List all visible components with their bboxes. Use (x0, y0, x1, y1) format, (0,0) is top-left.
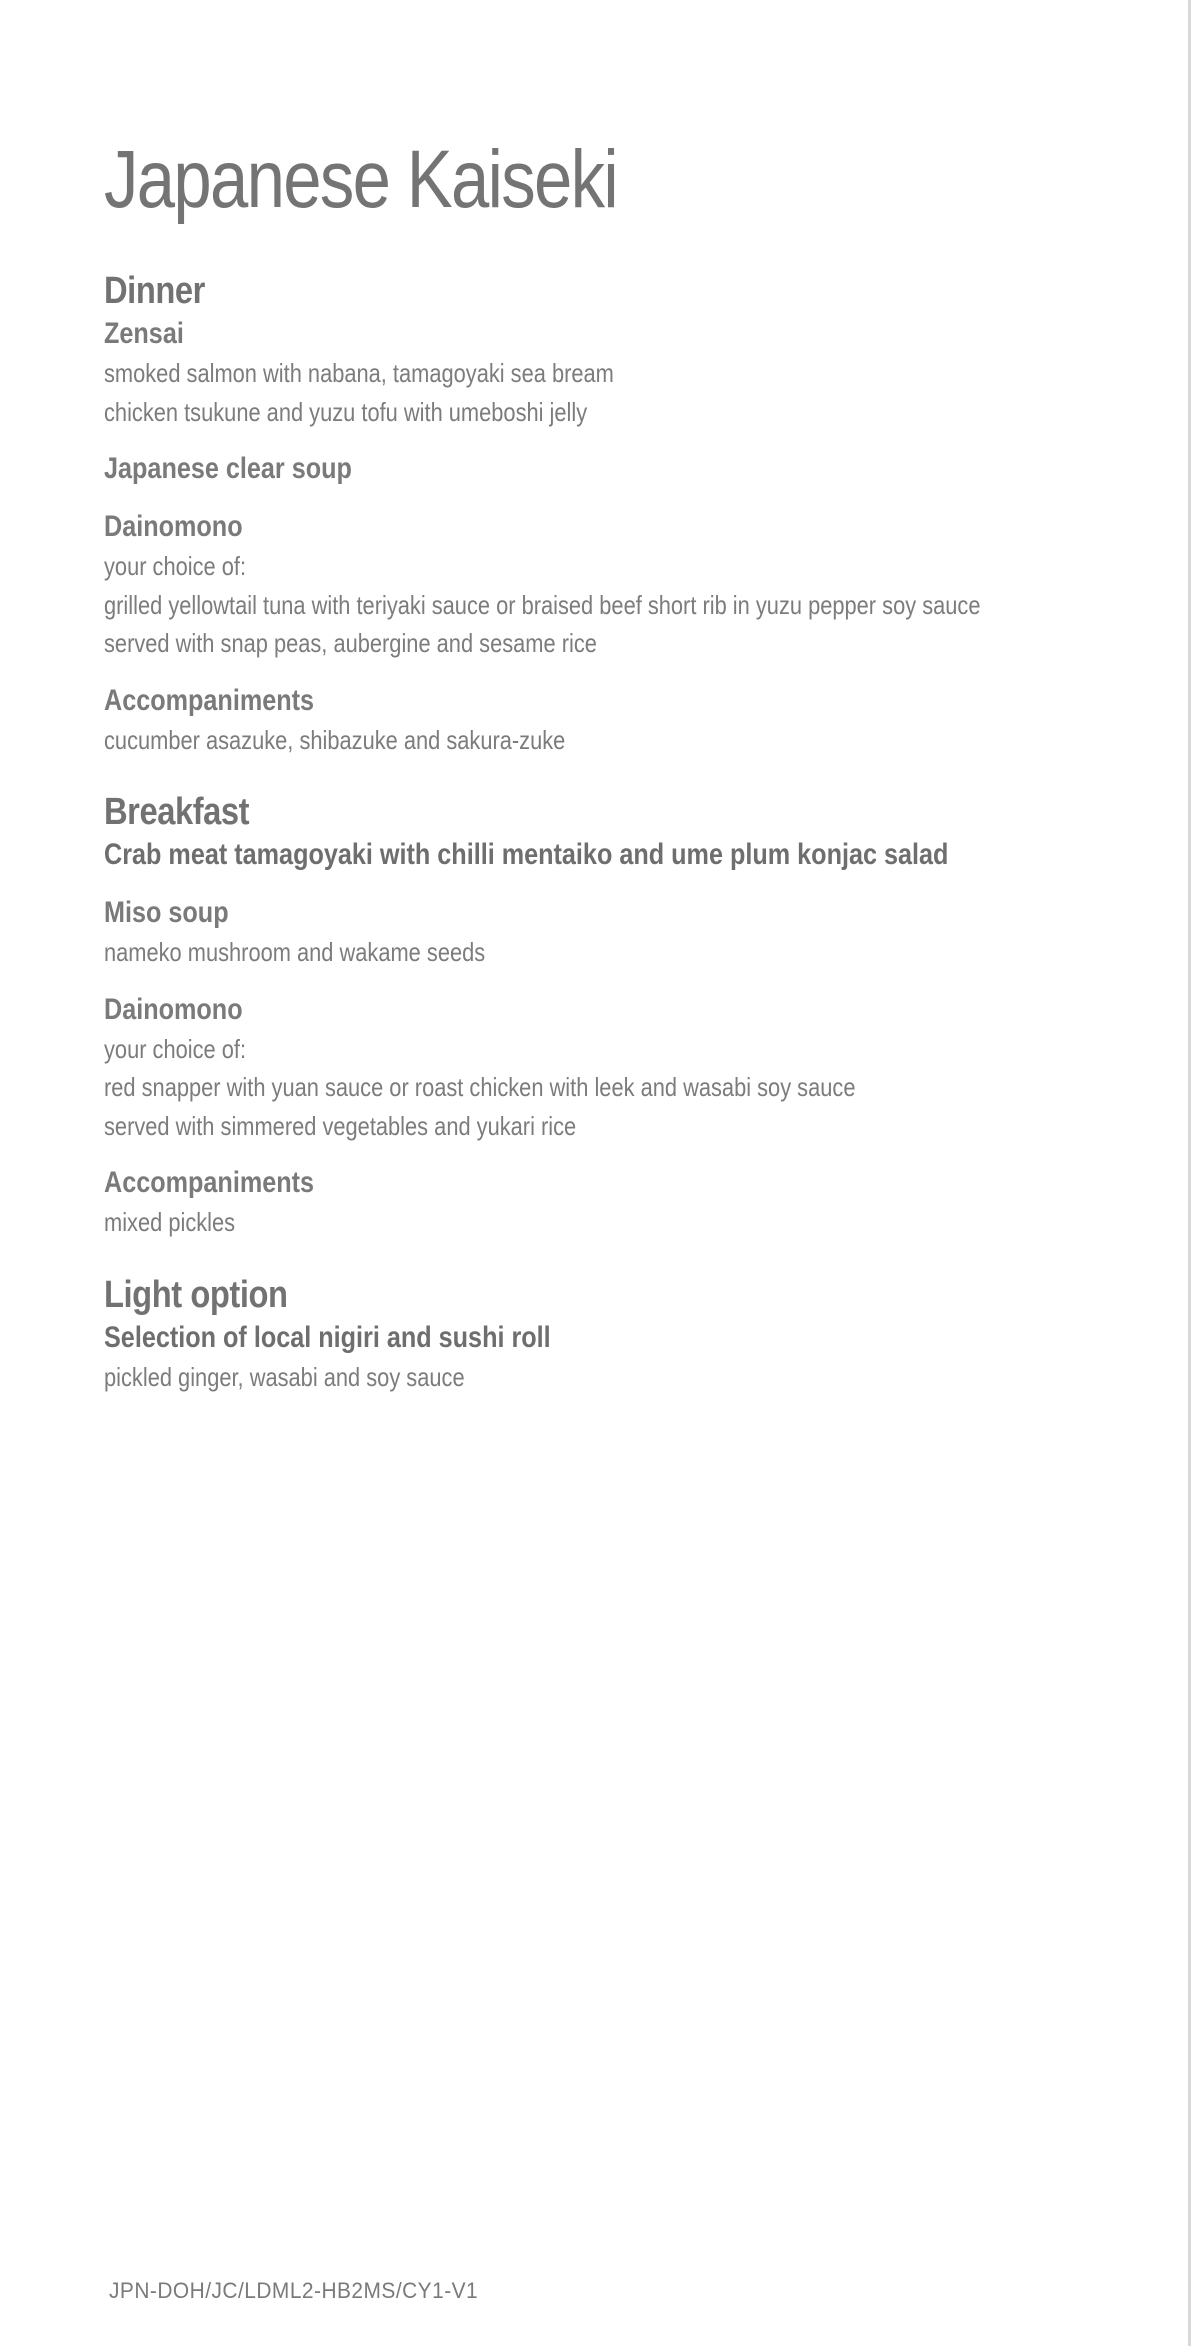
course-title: Crab meat tamagoyaki with chilli mentaiko and ume plum konjac salad (104, 838, 949, 871)
course-clear-soup (104, 449, 1144, 489)
course-title: Miso soup (104, 896, 229, 929)
course-line: your choice of: (104, 551, 247, 581)
course-line: served with simmered vegetables and yukari rice (104, 1110, 577, 1141)
section-heading-dinner: Dinner (104, 270, 205, 312)
course-title: Zensai (104, 317, 184, 350)
course-title: Accompaniments (104, 683, 315, 717)
course-zensai (104, 314, 1144, 431)
course-title: Dainomono (104, 510, 243, 543)
section-heading-breakfast: Breakfast (104, 791, 250, 833)
course-nigiri-sushi (104, 1318, 1144, 1397)
menu-content (104, 120, 1144, 1396)
section-light-option (104, 1272, 1144, 1397)
course-line: cucumber asazuke, shibazuke and sakura-zuke (104, 724, 566, 755)
course-accompaniments-breakfast (104, 1163, 1144, 1242)
course-title: Japanese clear soup (104, 452, 352, 485)
section-heading-light-option: Light option (104, 1273, 288, 1316)
course-line: red snapper with yuan sauce or roast chicken with leek and wasabi soy sauce (104, 1072, 856, 1102)
course-title: Dainomono (104, 992, 243, 1026)
course-title: Selection of local nigiri and sushi roll (104, 1320, 551, 1354)
course-accompaniments-dinner (104, 681, 1144, 760)
course-crab-tamagoyaki (104, 835, 1144, 875)
course-line: mixed pickles (104, 1207, 236, 1237)
menu-code: JPN-DOH/JC/LDML2-HB2MS/CY1-V1 (109, 2278, 479, 2303)
section-dinner (104, 268, 1144, 759)
menu-title: Japanese Kaiseki (104, 134, 618, 225)
course-line: your choice of: (104, 1033, 247, 1064)
section-breakfast (104, 789, 1144, 1242)
course-line: smoked salmon with nabana, tamagoyaki sea bream (104, 358, 614, 388)
course-line: served with snap peas, aubergine and sesame rice (104, 628, 597, 658)
course-dainomono-breakfast (104, 990, 1144, 1146)
course-line: grilled yellowtail tuna with teriyaki sauce or braised beef short rib in yuzu pepper soy sauce (104, 589, 981, 620)
course-title: Accompaniments (104, 1166, 315, 1199)
course-dainomono-dinner (104, 507, 1144, 663)
course-line: nameko mushroom and wakame seeds (104, 937, 486, 967)
course-line: pickled ginger, wasabi and soy sauce (104, 1361, 465, 1392)
course-miso-soup (104, 893, 1144, 972)
course-line: chicken tsukune and yuzu tofu with umeboshi jelly (104, 396, 588, 427)
